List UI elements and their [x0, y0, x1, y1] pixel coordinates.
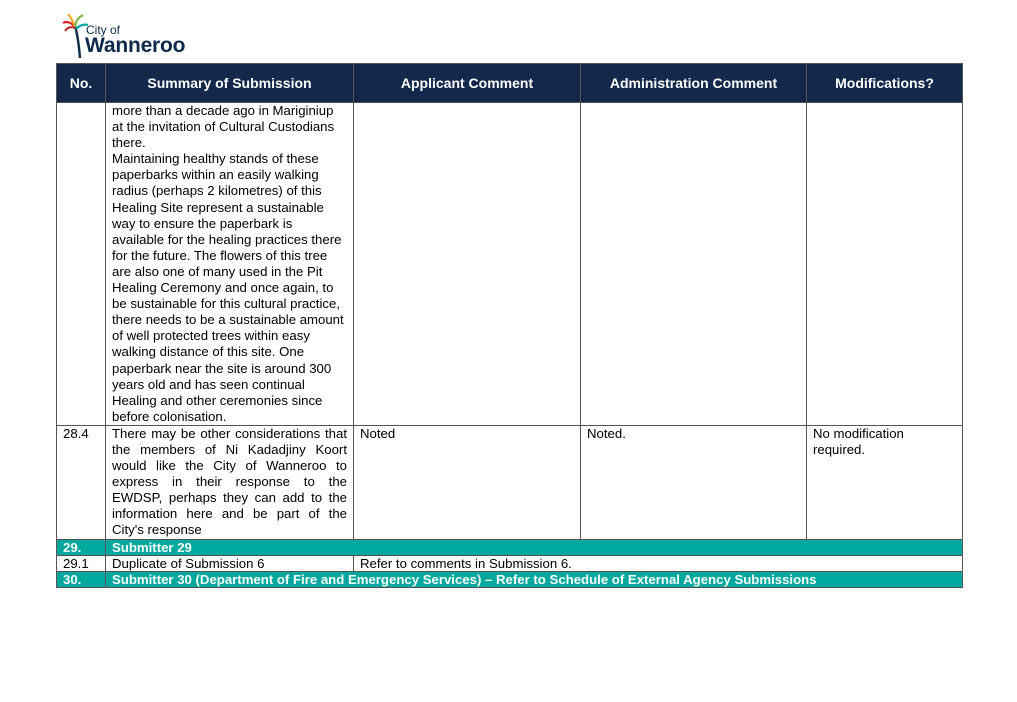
- section-no: 30.: [57, 571, 106, 587]
- cell-administration: [581, 103, 807, 426]
- header-no: No.: [57, 64, 106, 103]
- summary-paragraph: more than a decade ago in Mariginiup at the invitation of Cultural Custodians there.: [112, 103, 335, 151]
- city-of-wanneroo-logo: [62, 14, 192, 60]
- section-row-29: [57, 539, 963, 555]
- section-title: Submitter 30 (Department of Fire and Emergency Services) – Refer to Schedule of External Agency Submissions: [106, 571, 963, 587]
- header-applicant: Applicant Comment: [354, 64, 581, 103]
- logo-city-of-text: City of: [86, 23, 121, 37]
- section-row-30: [57, 571, 963, 587]
- logo-wanneroo-text: Wanneroo: [85, 34, 186, 57]
- submissions-table: [56, 63, 963, 588]
- table-row-29-1: [57, 555, 963, 571]
- cell-modifications: No modification required.: [807, 425, 963, 539]
- section-no: 29.: [57, 539, 106, 555]
- header-administration: Administration Comment: [581, 64, 807, 103]
- cell-summary: [106, 103, 354, 426]
- cell-applicant: Noted: [354, 425, 581, 539]
- table-row-continued: [57, 103, 963, 426]
- cell-applicant: [354, 103, 581, 426]
- header-summary: Summary of Submission: [106, 64, 354, 103]
- cell-no: [57, 103, 106, 426]
- cell-comment: Refer to comments in Submission 6.: [354, 555, 963, 571]
- cell-modifications: [807, 103, 963, 426]
- section-title: Submitter 29: [106, 539, 963, 555]
- table-row-28-4: [57, 425, 963, 539]
- cell-summary: Duplicate of Submission 6: [106, 555, 354, 571]
- cell-no: 28.4: [57, 425, 106, 539]
- cell-no: 29.1: [57, 555, 106, 571]
- header-modifications: Modifications?: [807, 64, 963, 103]
- cell-administration: Noted.: [581, 425, 807, 539]
- table-header-row: [57, 64, 963, 103]
- summary-paragraph: Maintaining healthy stands of these paperbarks within an easily walking radius (perhaps 2 kilometres) of this Healing Site represent a sustainable way to ensure the paperbark is available for the healing practices there for the future. The flowers of this tree are also one of many used in the Pit Healing Ceremony and once again, to be sustainable for this cultural practice, there needs to be a sustainable amount of well protected trees within easy walking distance of this site. One paperbark near the site is around 300 years old and has seen continual Healing and other ceremonies since before colonisation.: [112, 151, 344, 424]
- cell-summary: There may be other considerations that the members of Ni Kadadjiny Koort would like the City of Wanneroo to express in their response to the EWDSP, perhaps they can add to the information here and be part of the City's response: [106, 425, 354, 539]
